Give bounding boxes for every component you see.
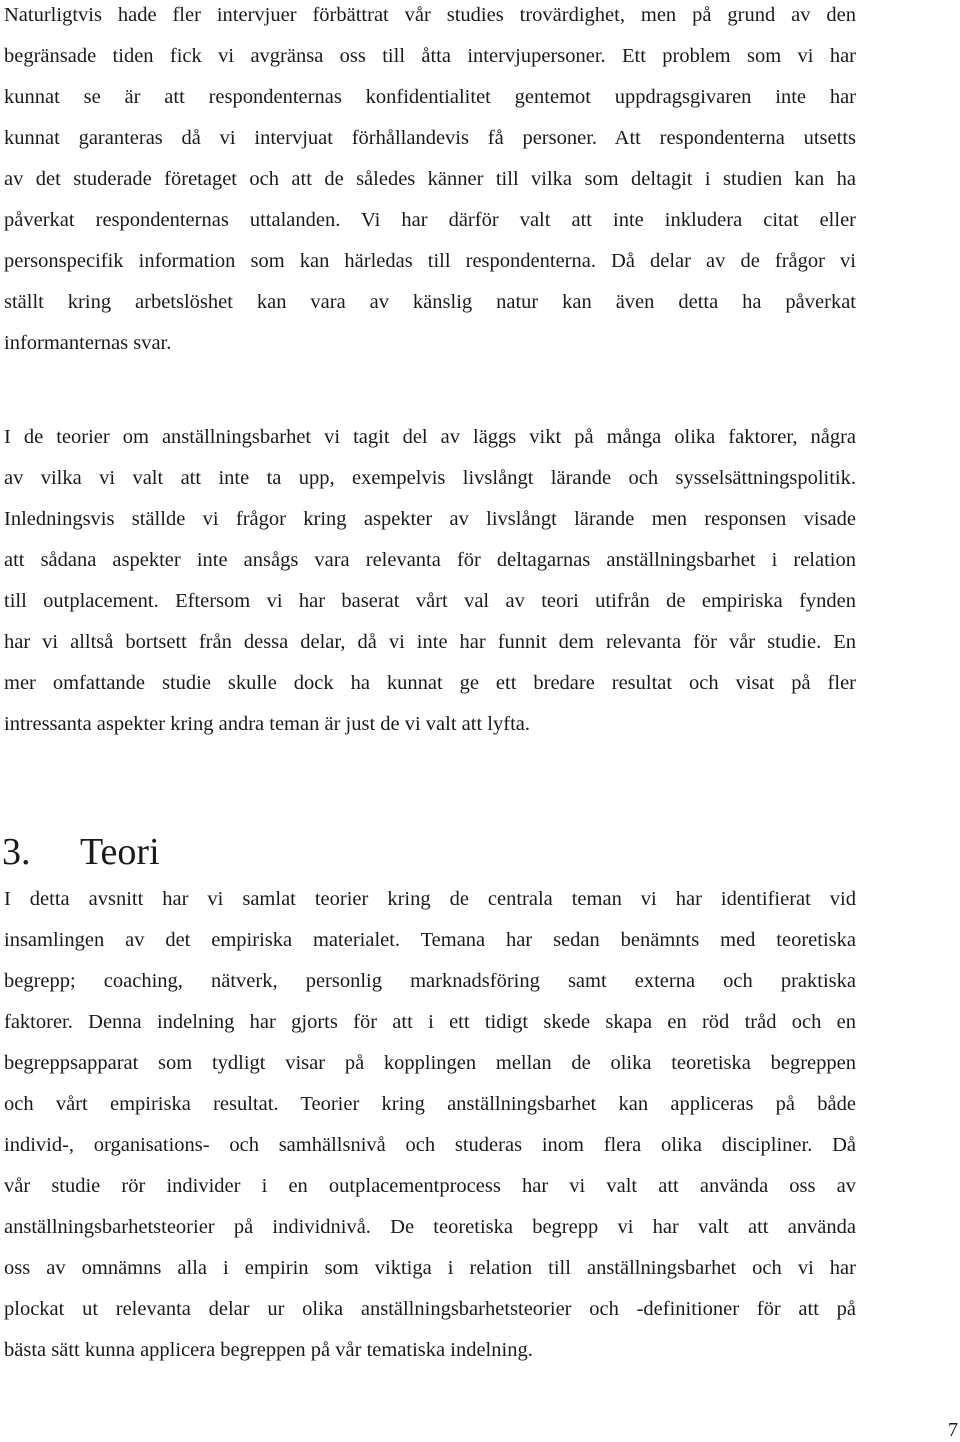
text-line: Naturligtvis hade fler intervjuer förbättrat vår studies trovärdighet, men på grund av den [4, 4, 856, 26]
text-line: begränsade tiden fick vi avgränsa oss till åtta intervjupersoner. Ett problem som vi har [4, 45, 856, 67]
text-line: personspecifik information som kan härledas till respondenterna. Då delar av de frågor vi [4, 250, 856, 272]
section-heading [2, 824, 160, 880]
text-line: I detta avsnitt har vi samlat teorier kring de centrala teman vi har identifierat vid [4, 888, 856, 910]
text-line: har vi alltså bortsett från dessa delar, då vi inte har funnit dem relevanta för vår studie. En [4, 631, 856, 653]
text-line: kunnat se är att respondenternas konfidentialitet gentemot uppdragsgivaren inte har [4, 86, 856, 108]
text-line: vår studie rör individer i en outplacementprocess har vi valt att använda oss av [4, 1175, 856, 1197]
text-line: påverkat respondenternas uttalanden. Vi har därför valt att inte inkludera citat eller [4, 209, 856, 231]
text-line: Inledningsvis ställde vi frågor kring aspekter av livslångt lärande men responsen visade [4, 508, 856, 530]
text-line: I de teorier om anställningsbarhet vi tagit del av läggs vikt på många olika faktorer, några [4, 426, 856, 448]
text-line: till outplacement. Eftersom vi har baserat vårt val av teori utifrån de empiriska fynden [4, 590, 856, 612]
text-line: informanternas svar. [4, 332, 172, 354]
text-line: anställningsbarhetsteorier på individnivå. De teoretiska begrepp vi har valt att använda [4, 1216, 856, 1238]
text-line: begrepp; coaching, nätverk, personlig marknadsföring samt externa och praktiska [4, 970, 856, 992]
text-line: intressanta aspekter kring andra teman är just de vi valt att lyfta. [4, 713, 530, 735]
text-line: bästa sätt kunna applicera begreppen på vår tematiska indelning. [4, 1339, 533, 1361]
page-number: 7 [948, 1419, 958, 1441]
text-line: individ-, organisations- och samhällsnivå och studeras inom flera olika discipliner. Då [4, 1134, 856, 1156]
text-line: av det studerade företaget och att de således känner till vilka som deltagit i studien kan ha [4, 168, 856, 190]
text-line: insamlingen av det empiriska materialet. Temana har sedan benämnts med teoretiska [4, 929, 856, 951]
text-line: oss av omnämns alla i empirin som viktiga i relation till anställningsbarhet och vi har [4, 1257, 856, 1279]
section-title: Teori [80, 831, 160, 873]
text-line: kunnat garanteras då vi intervjuat förhållandevis få personer. Att respondenterna utsetts [4, 127, 856, 149]
text-line: mer omfattande studie skulle dock ha kunnat ge ett bredare resultat och visat på fler [4, 672, 856, 694]
text-line: ställt kring arbetslöshet kan vara av känslig natur kan även detta ha påverkat [4, 291, 856, 313]
text-line: att sådana aspekter inte ansågs vara relevanta för deltagarnas anställningsbarhet i relation [4, 549, 856, 571]
text-line: av vilka vi valt att inte ta upp, exempelvis livslångt lärande och sysselsättningspolitik. [4, 467, 856, 489]
section-number: 3. [2, 831, 31, 873]
text-line: och vårt empiriska resultat. Teorier kring anställningsbarhet kan appliceras på både [4, 1093, 856, 1115]
text-line: plockat ut relevanta delar ur olika anställningsbarhetsteorier och -definitioner för att på [4, 1298, 856, 1320]
text-line: begreppsapparat som tydligt visar på kopplingen mellan de olika teoretiska begreppen [4, 1052, 856, 1074]
text-line: faktorer. Denna indelning har gjorts för att i ett tidigt skede skapa en röd tråd och en [4, 1011, 856, 1033]
